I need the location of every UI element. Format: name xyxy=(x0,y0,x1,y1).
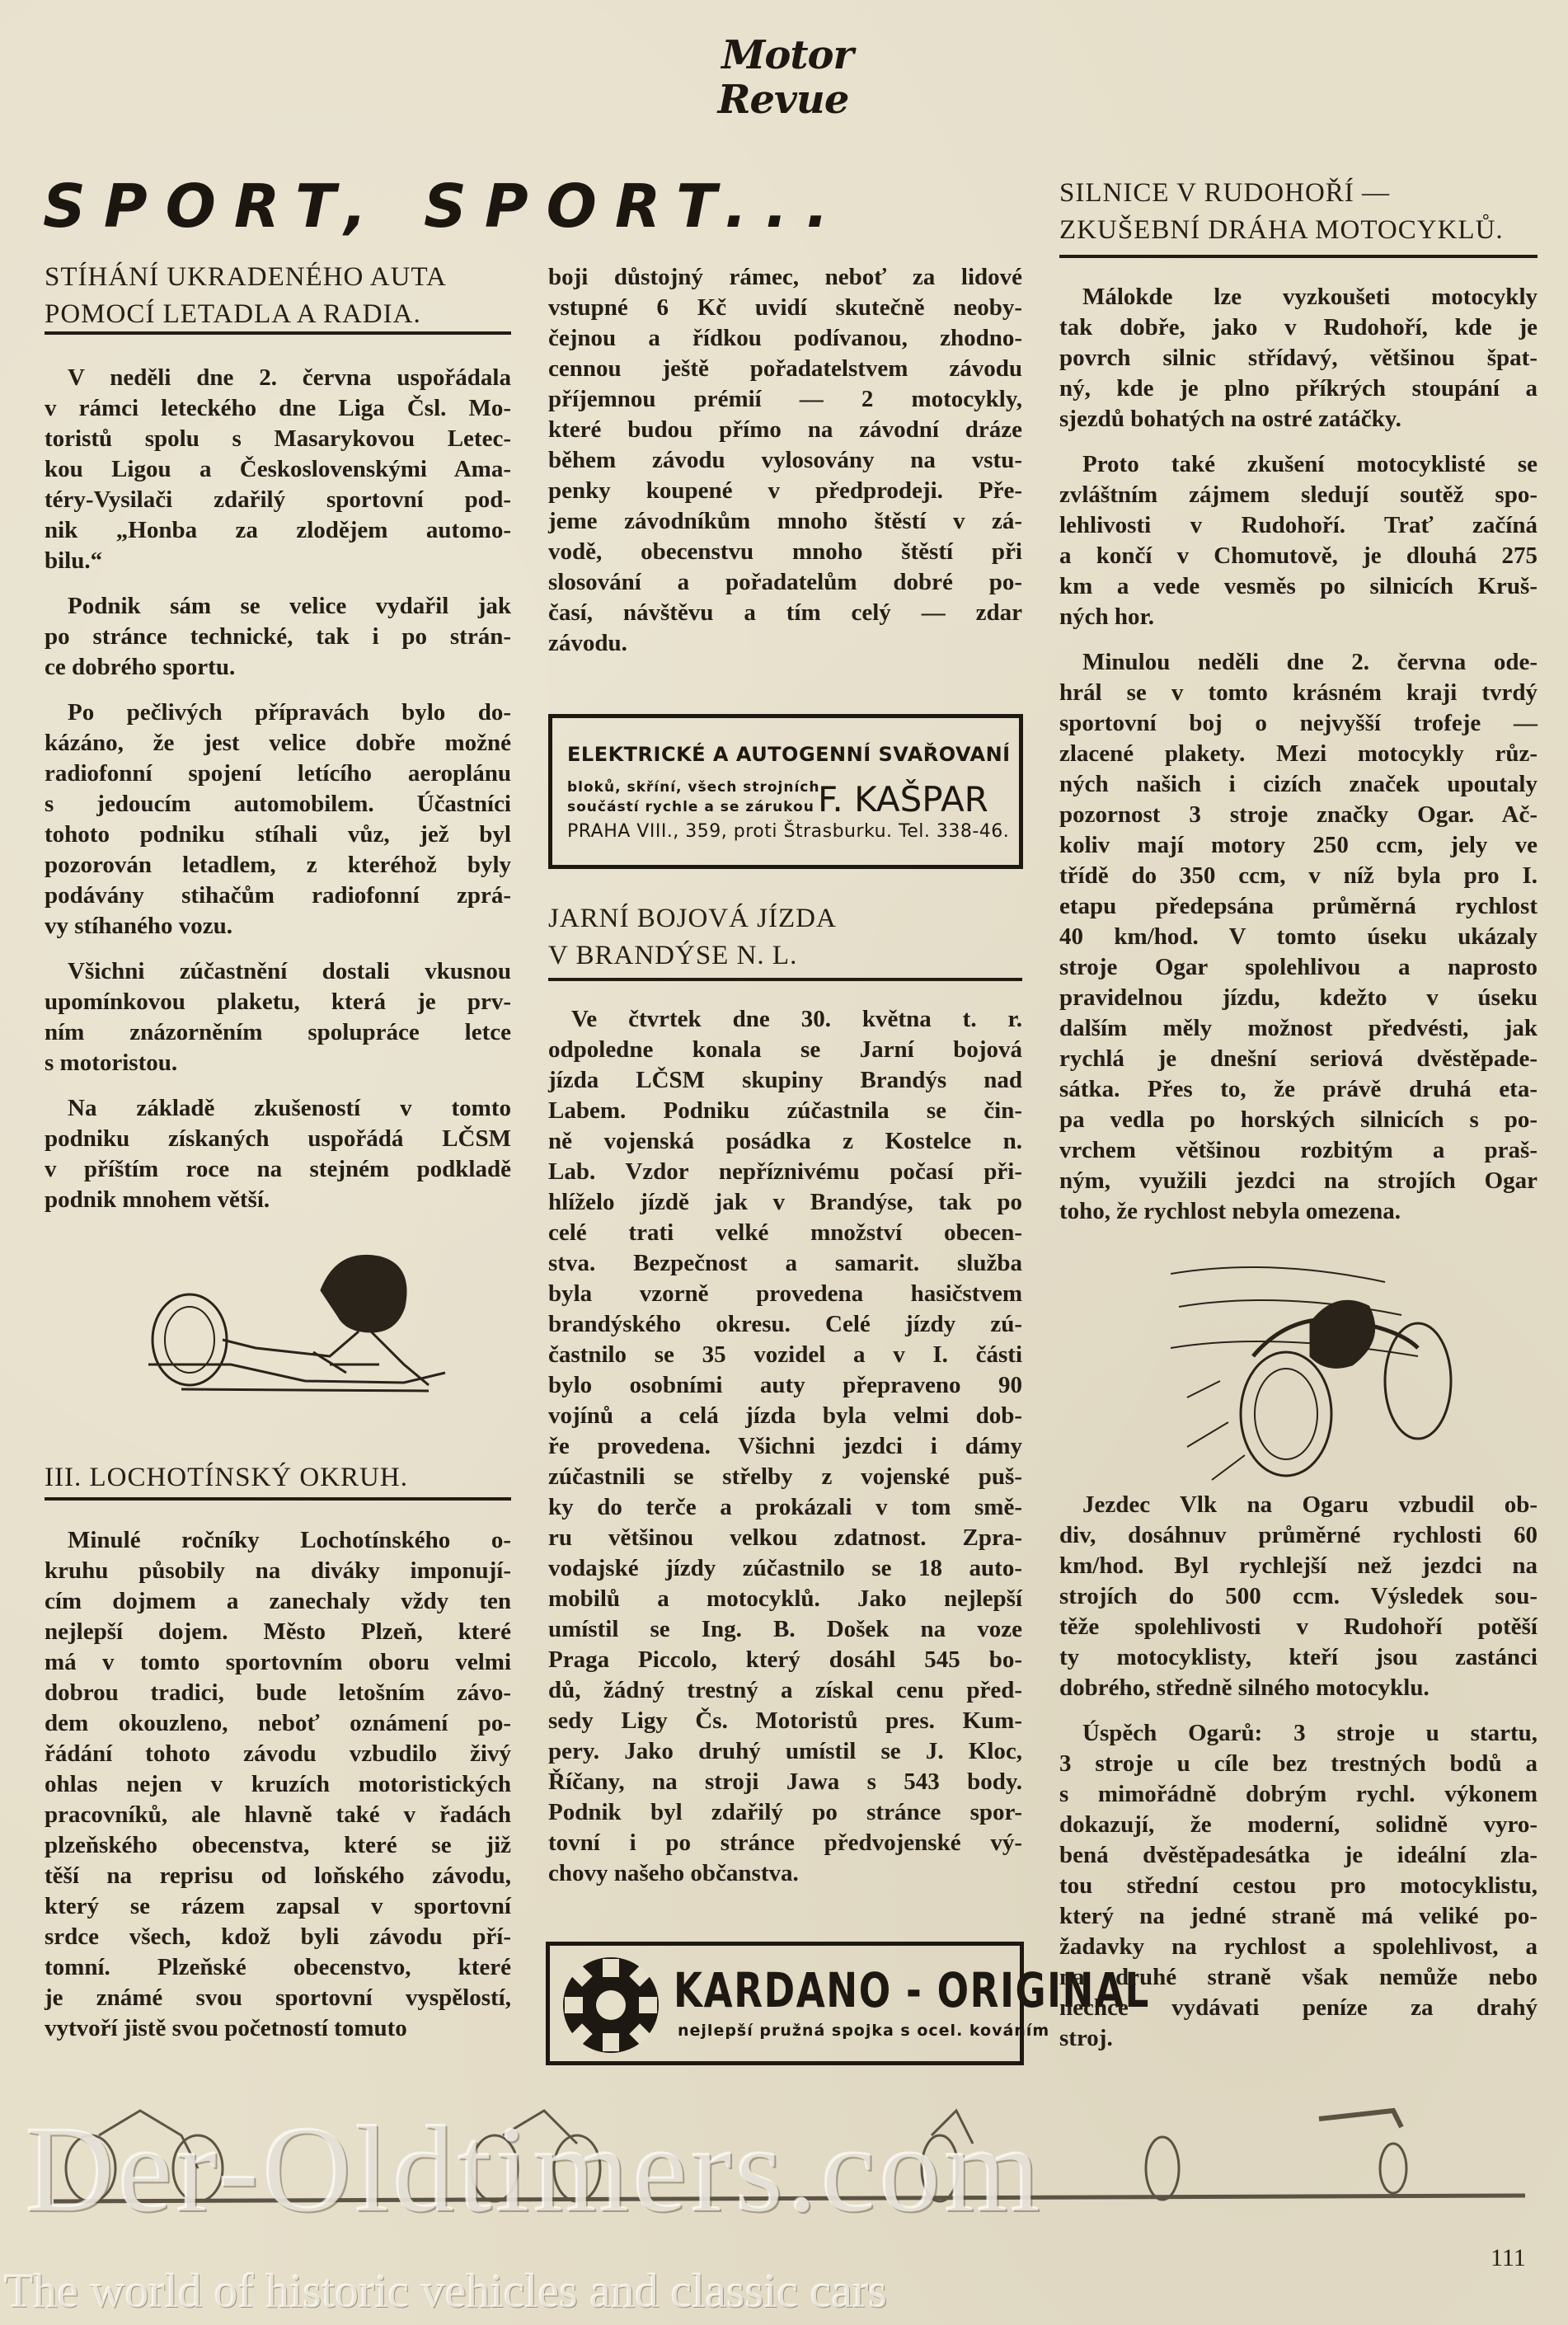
text-line: odpoledne konala se Jarní bojová xyxy=(548,1036,1022,1063)
watermark-tagline: The world of historic vehicles and classic cars xyxy=(4,2264,888,2318)
text-line: V neděli dne 2. června uspořádala xyxy=(68,364,511,391)
text-line: Málokde lze vyzkoušeti motocykly xyxy=(1082,284,1537,310)
article-heading xyxy=(45,259,447,333)
heading-rule xyxy=(548,978,1022,981)
text-line: vojínů a celá jízda byla velmi dob- xyxy=(548,1402,1022,1429)
heading-line: POMOCÍ LETADLA A RADIA. xyxy=(45,299,421,329)
paragraph xyxy=(1059,449,1537,632)
text-line: s mimořádně dobrým rychl. výkonem xyxy=(1059,1781,1537,1807)
text-line: těší na reprisu od loňského závodu, xyxy=(45,1862,511,1889)
text-line: nik „Honba za zlodějem automo- xyxy=(45,517,511,543)
text-line: povrch silnic střídavý, většinou špat- xyxy=(1059,345,1537,371)
text-line: sjezdů bohatých na ostré zatáčky. xyxy=(1059,406,1401,432)
text-line: řádání tohoto závodu vzbudilo živý xyxy=(45,1740,511,1767)
text-line: celé trati velké množství obecen- xyxy=(548,1219,1022,1246)
text-line: bylo osobními auty přepraveno 90 xyxy=(548,1372,1022,1398)
article-body xyxy=(1059,1490,1537,2069)
text-line: km a vede vesměs po silnicích Kruš- xyxy=(1059,573,1537,599)
text-line: žadavky na rychlost a spolehlivost, a xyxy=(1059,1933,1537,1960)
article-body xyxy=(45,1525,511,2059)
text-line: hlíželo jízdě jak v Brandýse, tak po xyxy=(548,1189,1022,1215)
advertisement-kaspar xyxy=(548,714,1023,869)
text-line: pracovníků, ale hlavně také v řadách xyxy=(45,1801,511,1828)
text-line: Podnik sám se velice vydařil jak xyxy=(68,593,511,619)
text-line: má v tomto sportovním oboru velmi xyxy=(45,1649,511,1675)
heading-line: ZKUŠEBNÍ DRÁHA MOTOCYKLŮ. xyxy=(1059,215,1504,245)
motorcycle-racer-illustration xyxy=(1171,1257,1500,1488)
ad-brand: KARDANO - ORIGINAL xyxy=(674,1962,1150,2018)
text-line: etapu předepsána průměrná rychlost xyxy=(1059,893,1537,919)
text-line: rychlá je dnešní seriová dvěstěpade- xyxy=(1059,1045,1537,1072)
text-line: stroj. xyxy=(1059,2025,1113,2051)
text-line: těže spolehlivosti v Rudohoří potěší xyxy=(1059,1613,1537,1640)
text-line: ty motocyklisty, kteří jsou zastánci xyxy=(1059,1644,1537,1670)
text-line: ře provedena. Všichni jezdci i dámy xyxy=(548,1433,1022,1459)
text-line: dobrého, středně silného motocyklu. xyxy=(1059,1674,1430,1701)
text-line: který se rázem zapsal v sportovní xyxy=(45,1893,511,1919)
text-line: umístil se Ing. B. Došek na voze xyxy=(548,1616,1022,1642)
text-line: Labem. Podniku zúčastnila se čin- xyxy=(548,1097,1022,1124)
text-line: dalším měly možnost předvésti, jak xyxy=(1059,1015,1537,1041)
text-line: je známé svou sportovní vyspělostí, xyxy=(45,1984,511,2011)
text-line: kázáno, že jest velice dobře možné xyxy=(45,730,511,756)
text-line: Ve čtvrtek dne 30. května t. r. xyxy=(571,1006,1022,1032)
text-line: div, dosáhnuv průměrné rychlosti 60 xyxy=(1059,1522,1537,1548)
heading-line: STÍHÁNÍ UKRADENÉHO AUTA xyxy=(45,262,447,292)
text-line: tovní i po stránce předvojenské vý- xyxy=(548,1829,1022,1856)
heading-rule xyxy=(1059,255,1537,258)
ad-description xyxy=(567,777,819,817)
page-title: SPORT, SPORT... xyxy=(43,171,847,241)
text-line: podnik mnohem větší. xyxy=(45,1186,270,1213)
paragraph xyxy=(45,1093,511,1215)
text-line: toristů spolu s Masarykovou Letec- xyxy=(45,425,511,452)
article-heading: III. LOCHOTÍNSKÝ OKRUH. xyxy=(45,1463,408,1492)
text-line: Úspěch Ogarů: 3 stroje u startu, xyxy=(1082,1720,1537,1746)
text-line: vrchem většinou rozbitým a praš- xyxy=(1059,1137,1537,1163)
text-line: na druhé straně však nemůže nebo xyxy=(1059,1964,1537,1990)
text-line: vytvoří jistě svou početností tomuto xyxy=(45,2015,407,2041)
ad-address: PRAHA VIII., 359, proti Štrasburku. Tel. 338-46. xyxy=(567,821,1010,842)
heading-line: SILNICE V RUDOHOŘÍ — xyxy=(1059,178,1391,208)
article-body xyxy=(1059,282,1537,1242)
text-line: pozorován letadlem, z kteréhož byly xyxy=(45,852,511,878)
text-line: bilu.“ xyxy=(45,547,103,574)
text-line: dobrou tradici, bude letošním závo- xyxy=(45,1679,511,1706)
text-line: lehlivosti v Rudohoří. Trať začíná xyxy=(1059,512,1537,538)
text-line: km/hod. Byl rychlejší než jezdci na xyxy=(1059,1552,1537,1579)
paragraph xyxy=(45,698,511,942)
text-line: ný, kde je plno příkrých stoupání a xyxy=(1059,375,1537,402)
text-line: třídě do 350 ccm, v níž byla pro I. xyxy=(1059,862,1537,889)
paragraph xyxy=(1059,1718,1537,2054)
text-line: kruhu působily na diváky imponují- xyxy=(45,1557,511,1584)
logo-line-1: Motor xyxy=(721,32,853,78)
text-line: časí, návštěvu a tím celý — zdar xyxy=(548,599,1022,626)
text-line: vodě, obecenstvu mnoho štěstí při xyxy=(548,538,1022,565)
text-line: sportovní boj o nejvyšší trofeje — xyxy=(1059,710,1537,736)
text-line: cím dojmem a zanechaly vždy ten xyxy=(45,1588,511,1614)
text-line: chovy našeho občanstva. xyxy=(548,1860,799,1886)
text-line: hrál se v tomto krásném kraji tvrdý xyxy=(1059,679,1537,706)
text-line: dem okouzleno, neboť oznámení po- xyxy=(45,1710,511,1736)
text-line: tou střední cestou pro motocyklistu, xyxy=(1059,1872,1537,1899)
text-line: vstupné 6 Kč uvidí skutečně neoby- xyxy=(548,294,1022,321)
text-line: Minulou neděli dne 2. června ode- xyxy=(1082,649,1537,675)
driver-illustration xyxy=(132,1241,462,1393)
text-line: ohlas nejen v kruzích motoristických xyxy=(45,1771,511,1797)
text-line: ním znázorněním spolupráce letce xyxy=(45,1019,511,1045)
heading-rule xyxy=(45,1497,511,1501)
text-line: strojích do 500 ccm. Výsledek sou- xyxy=(1059,1583,1537,1609)
paragraph xyxy=(1059,282,1537,434)
text-line: pery. Jako druhý umístil se J. Kloc, xyxy=(548,1738,1022,1764)
text-line: slosování a pořadatelům dobré po- xyxy=(548,569,1022,595)
text-line: tomní. Plzeňské obecenstvo, které xyxy=(45,1954,511,1980)
text-line: jeme závodníkům mnoho štěstí v zá- xyxy=(548,508,1022,534)
text-line: nechce vydávati peníze za drahý xyxy=(1059,1994,1537,2021)
text-line: Po pečlivých přípravách bylo do- xyxy=(68,699,511,726)
article-body xyxy=(548,1004,1022,1904)
text-line: Říčany, na stroji Jawa s 543 body. xyxy=(548,1768,1022,1795)
text-line: s motoristou. xyxy=(45,1050,178,1076)
logo-line-2: Revue xyxy=(717,77,849,123)
text-line: pozornost 3 stroje značky Ogar. Ač- xyxy=(1059,801,1537,828)
text-line: příjemnou prémií — 2 motocykly, xyxy=(548,386,1022,412)
text-line: čejnou a řídkou podívanou, zhodno- xyxy=(548,325,1022,351)
heading-rule xyxy=(45,331,511,335)
text-line: pa vedla po horských silnicích s po- xyxy=(1059,1106,1537,1133)
text-line: dů, žádný trestný a získal cenu před- xyxy=(548,1677,1022,1703)
text-line: sedy Ligy Čs. Motoristů pres. Kum- xyxy=(548,1707,1022,1734)
article-body xyxy=(45,363,511,1230)
text-line: po stránce technické, tak i po strán- xyxy=(45,623,511,650)
text-line: boji důstojný rámec, neboť za lidové xyxy=(548,264,1022,290)
text-line: toho, že rychlost nebyla omezena. xyxy=(1059,1198,1401,1224)
text-line: 40 km/hod. V tomto úseku ukázaly xyxy=(1059,923,1537,950)
text-line: který na jedné straně má veliké po- xyxy=(1059,1903,1537,1929)
paragraph xyxy=(45,956,511,1078)
text-line: stva. Bezpečnost a samarit. služba xyxy=(548,1250,1022,1276)
text-line: Všichni zúčastnění dostali vkusnou xyxy=(68,958,511,984)
text-line: sátka. Přes to, že právě druhá eta- xyxy=(1059,1076,1537,1102)
text-line: byla vzorně provedena hasičstvem xyxy=(548,1280,1022,1307)
text-line: vy stíhaného vozu. xyxy=(45,913,233,939)
text-line: a končí v Chomutově, je dlouhá 275 xyxy=(1059,542,1537,569)
paragraph xyxy=(548,262,1022,659)
text-line: s jedoucím automobilem. Účastníci xyxy=(45,791,511,817)
text-line: pravidelnou jízdu, kdežto v úseku xyxy=(1059,984,1537,1011)
watermark: Der-Oldtimers.com xyxy=(25,2101,1044,2238)
article-heading xyxy=(1059,175,1504,249)
text-line: kou Ligou a Československými Ama- xyxy=(45,456,511,482)
text-line: srdce všech, kdož byli závodu pří- xyxy=(45,1923,511,1950)
paragraph xyxy=(45,591,511,683)
text-line: závodu. xyxy=(548,630,627,656)
text-line: tak dobře, jako v Rudohoří, kde je xyxy=(1059,314,1537,341)
text-line: Praga Piccolo, který dosáhl 545 bo- xyxy=(548,1646,1022,1673)
text-line: zlacené plakety. Mezi motocykly růz- xyxy=(1059,740,1537,767)
text-line: Lab. Vzdor nepříznivému počasí při- xyxy=(548,1158,1022,1185)
magazine-logo xyxy=(692,33,882,140)
text-line: téry-Vysilači zdařilý sportovní pod- xyxy=(45,486,511,513)
text-line: ným, využili jezdci na strojích Ogar xyxy=(1059,1167,1537,1194)
text-line: Proto také zkušení motocyklisté se xyxy=(1082,451,1537,477)
text-line: v rámci leteckého dne Liga Čsl. Mo- xyxy=(45,395,511,421)
text-line: plzeňského obecenstva, které se již xyxy=(45,1832,511,1858)
text-line: ných hor. xyxy=(1059,604,1154,630)
text-line: Na základě zkušeností v tomto xyxy=(68,1095,511,1121)
text-line: cennou ještě pořadatelstvem závodu xyxy=(548,355,1022,382)
text-line: upomínkovou plaketu, která je prv- xyxy=(45,989,511,1015)
ad-text-line: součástí rychle a se zárukou xyxy=(567,799,815,815)
text-line: tohoto podniku stíhali vůz, jež byl xyxy=(45,821,511,848)
text-line: jízda LČSM skupiny Brandýs nad xyxy=(548,1067,1022,1093)
text-line: bená dvěstěpadesátka je ideální zla- xyxy=(1059,1842,1537,1868)
text-line: stroje Ogar spolehlivou a naprosto xyxy=(1059,954,1537,980)
paragraph xyxy=(1059,647,1537,1227)
heading-line: V BRANDÝSE N. L. xyxy=(548,941,798,970)
text-line: ce dobrého sportu. xyxy=(45,654,236,680)
text-line: zvláštním zájmem sledují soutěž spo- xyxy=(1059,481,1537,508)
text-line: ně vojenská posádka z Kostelce n. xyxy=(548,1128,1022,1154)
text-line: dokazují, že moderní, solidně vyro- xyxy=(1059,1811,1537,1838)
article-heading xyxy=(548,900,837,975)
text-line: které budou přímo na závodní dráze xyxy=(548,416,1022,443)
page-number: 111 xyxy=(1491,2244,1526,2271)
ad-headline: ELEKTRICKÉ A AUTOGENNÍ SVAŘOVANÍ xyxy=(567,743,1011,766)
text-line: ru většinou velkou zdatnost. Zpra- xyxy=(548,1524,1022,1551)
text-line: nejlepší dojem. Město Plzeň, které xyxy=(45,1618,511,1645)
text-line: podniku získaných uspořádá LČSM xyxy=(45,1125,511,1152)
text-line: koliv mají motory 250 ccm, jely ve xyxy=(1059,832,1537,858)
text-line: v příštím roce na stejném podkladě xyxy=(45,1156,511,1182)
text-line: brandýského okresu. Celé jízdy zú- xyxy=(548,1311,1022,1337)
text-line: Podnik byl zdařilý po stránce spor- xyxy=(548,1799,1022,1825)
ad-text-line: bloků, skříní, všech strojních xyxy=(567,779,820,796)
heading-line: JARNÍ BOJOVÁ JÍZDA xyxy=(548,904,837,933)
text-line: 3 stroje u cíle bez trestných bodů a xyxy=(1059,1750,1537,1777)
text-line: Minulé ročníky Lochotínského o- xyxy=(68,1527,511,1553)
paragraph xyxy=(45,1525,511,2044)
coupling-disc-icon xyxy=(560,1954,663,2057)
text-line: během závodu vylosovány na vstu- xyxy=(548,447,1022,473)
paragraph xyxy=(45,363,511,576)
text-line: ných našich i cizích značek upoutaly xyxy=(1059,771,1537,797)
ad-tagline: nejlepší pružná spojka s ocel. kováním xyxy=(678,2022,1050,2040)
text-line: ky do terče a prokázali v tom smě- xyxy=(548,1494,1022,1520)
paragraph xyxy=(548,1004,1022,1889)
text-line: častnilo se 35 vozidel a v I. části xyxy=(548,1341,1022,1368)
text-line: penky koupené v předprodeji. Pře- xyxy=(548,477,1022,504)
text-line: vodajské jízdy zúčastnilo se 18 auto- xyxy=(548,1555,1022,1581)
article-body-continued xyxy=(548,262,1022,674)
ad-company-name: F. KAŠPAR xyxy=(818,779,988,820)
text-line: mobilů a motocyklů. Jako nejlepší xyxy=(548,1585,1022,1612)
paragraph xyxy=(1059,1490,1537,1703)
text-line: zúčastnili se střelby z vojenské puš- xyxy=(548,1463,1022,1490)
text-line: Jezdec Vlk na Ogaru vzbudil ob- xyxy=(1082,1491,1537,1518)
text-line: podávány stihačům radiofonní zprá- xyxy=(45,882,511,909)
text-line: radiofonní spojení letícího aeroplánu xyxy=(45,760,511,787)
